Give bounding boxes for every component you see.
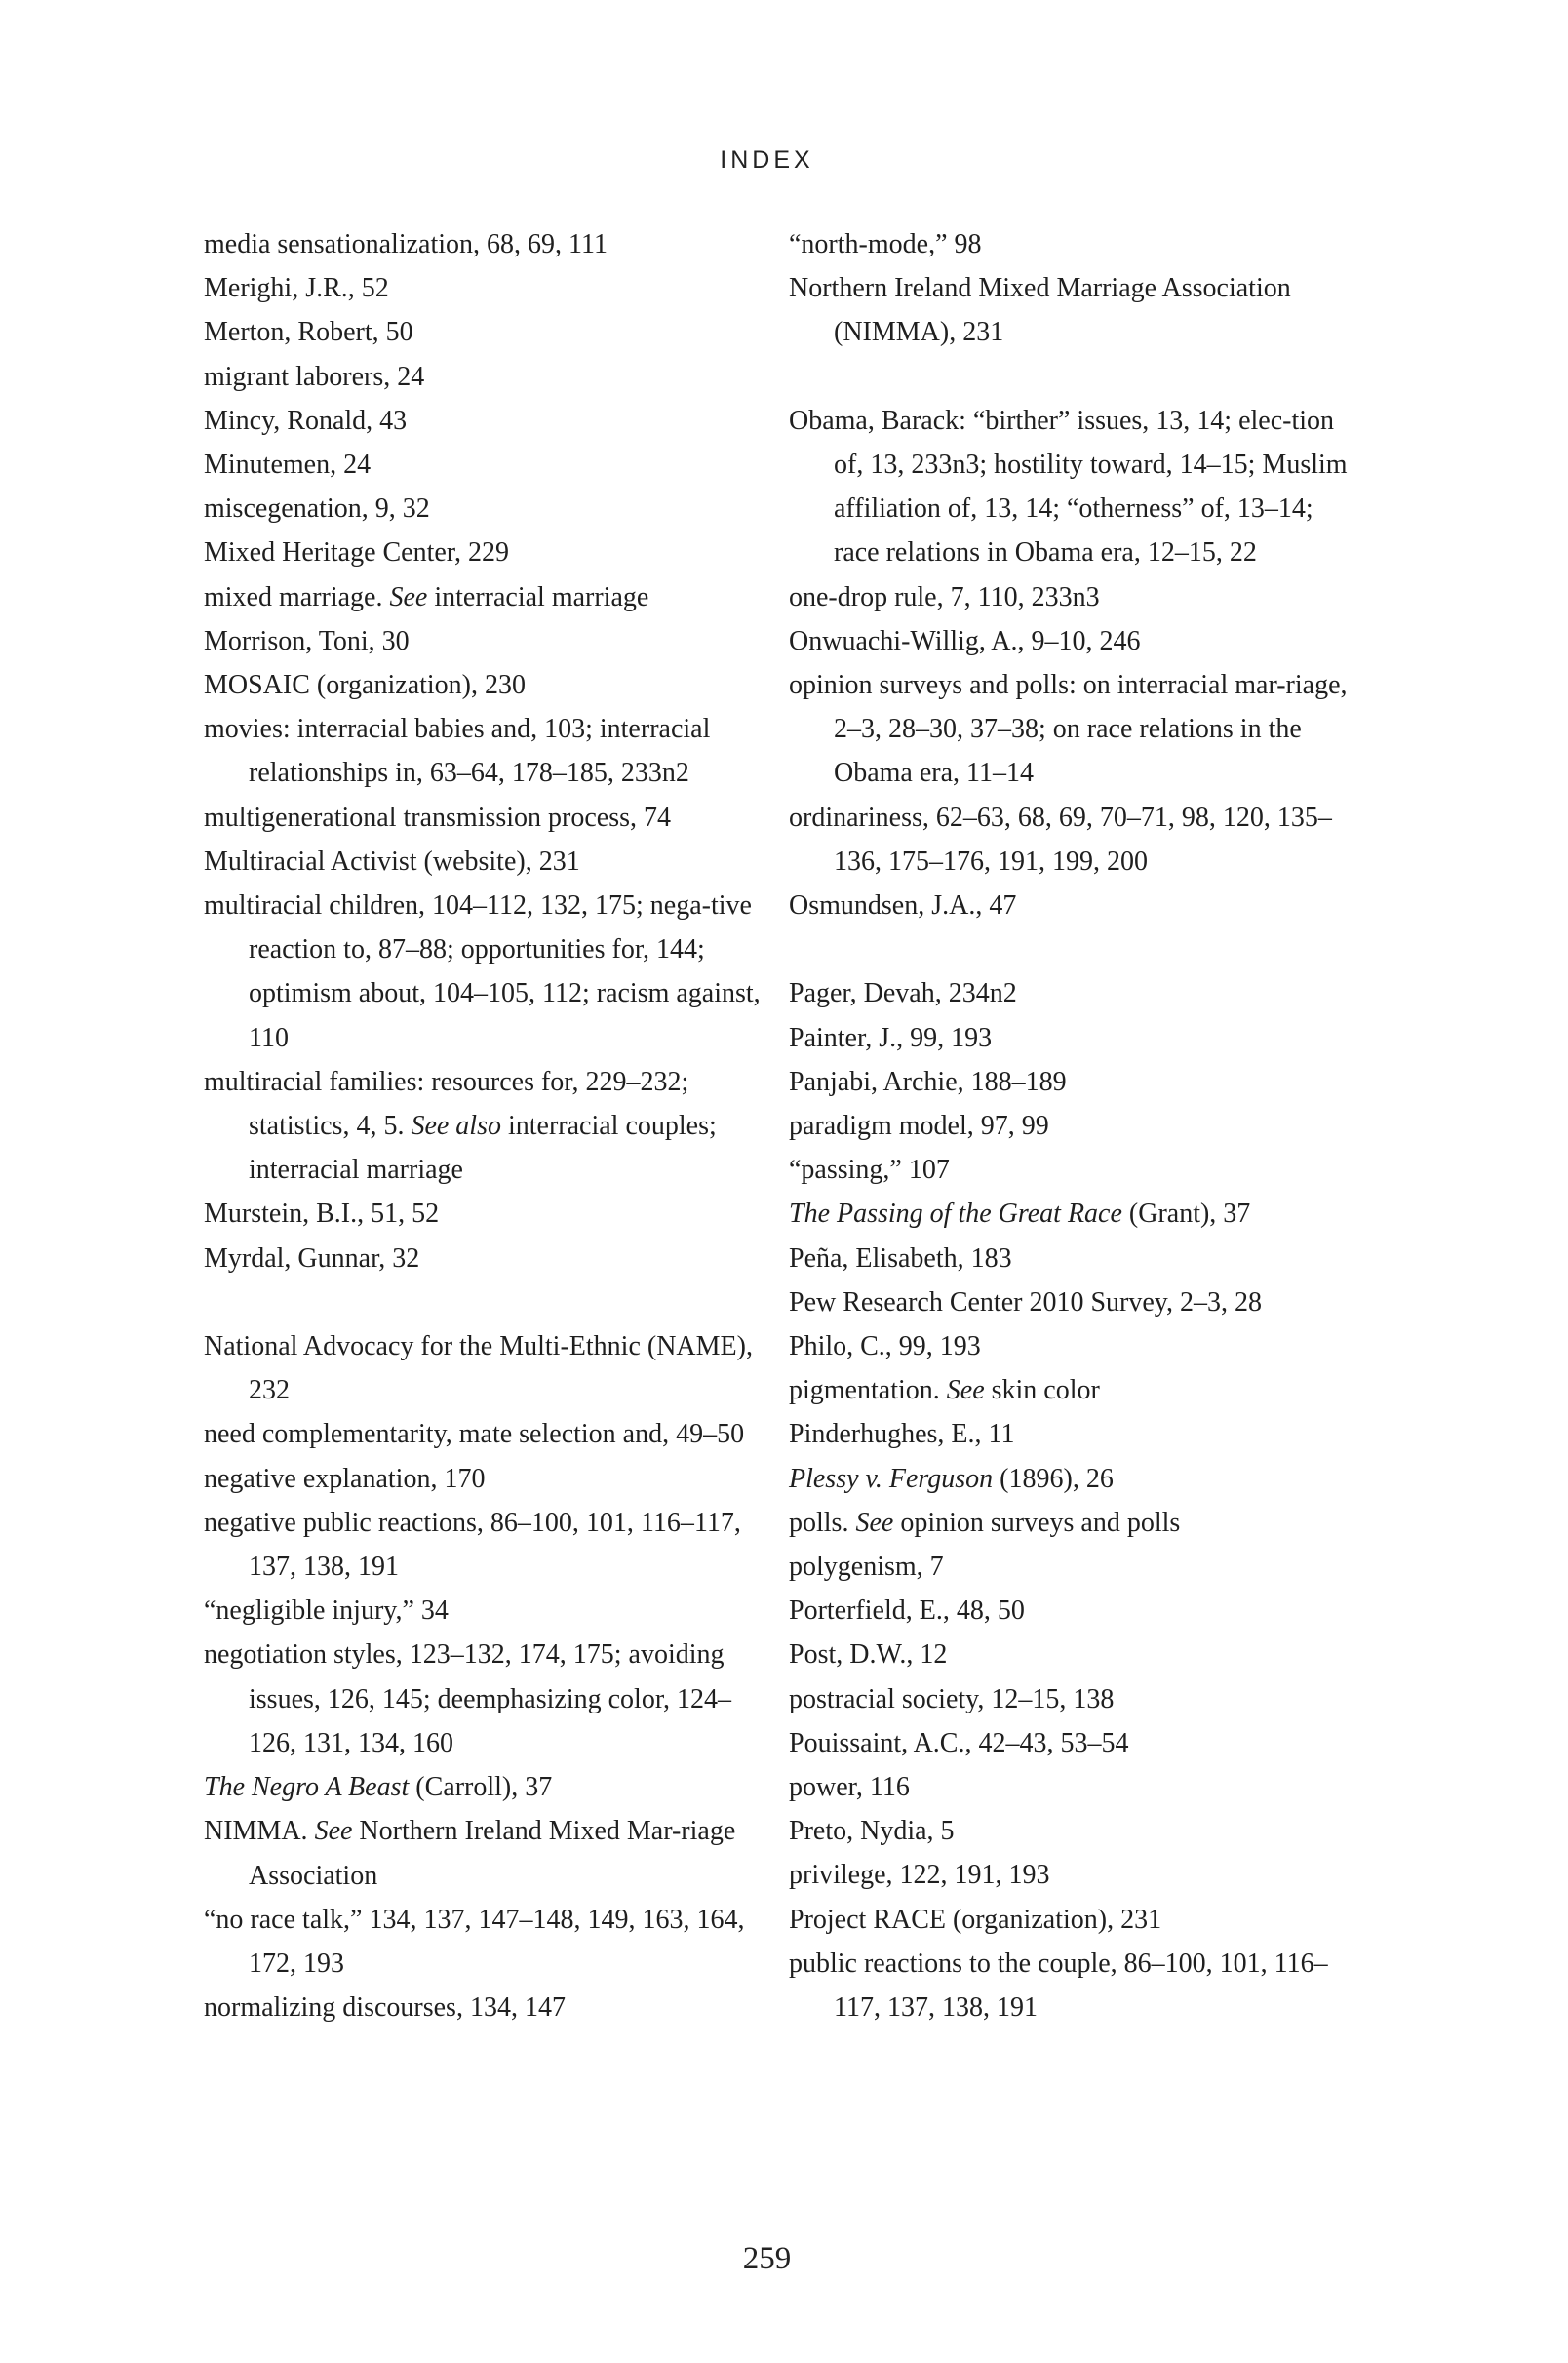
index-entry — [789, 1545, 1364, 1589]
index-entry — [204, 531, 779, 574]
index-entry-italic-text: The Negro A Beast — [204, 1772, 410, 1803]
index-entry — [204, 310, 779, 354]
index-entry-text: polls. — [789, 1507, 856, 1538]
index-entry-text: Project RACE (organization), 231 — [789, 1904, 1162, 1935]
index-entry — [789, 1368, 1364, 1412]
index-entry — [789, 1457, 1364, 1501]
index-entry-text: MOSAIC (organization), 230 — [204, 670, 526, 701]
index-entry — [789, 1104, 1364, 1148]
index-entry — [204, 1986, 779, 2029]
index-entry — [204, 884, 779, 1060]
section-spacer — [204, 1280, 779, 1324]
index-entry-text: Pinderhughes, E., 11 — [789, 1419, 1015, 1450]
running-head: INDEX — [720, 146, 814, 174]
index-entry — [789, 1324, 1364, 1368]
index-entry — [204, 1192, 779, 1236]
index-entry-text: Merighi, J.R., 52 — [204, 273, 389, 304]
index-entry-text: Peña, Elisabeth, 183 — [789, 1242, 1012, 1274]
index-entry-text: NIMMA. — [204, 1816, 315, 1847]
index-entry-italic-text: See — [389, 581, 428, 612]
index-entry — [204, 443, 779, 487]
index-entry-text: (Carroll), 37 — [409, 1772, 553, 1803]
section-spacer — [789, 355, 1364, 399]
index-entry — [789, 1237, 1364, 1280]
index-entry — [789, 663, 1364, 796]
index-entry — [789, 1942, 1364, 2029]
index-entry-text: negotiation styles, 123–132, 174, 175; avoiding issues, 126, 145; deemphasizing color, 124–126, 131, 134, 160 — [204, 1639, 732, 1758]
index-entry-text: Merton, Robert, 50 — [204, 317, 413, 348]
index-entry-italic-text: See — [946, 1375, 985, 1406]
index-entry-text: movies: interracial babies and, 103; interracial relationships in, 63–64, 178–185, 233n2 — [204, 714, 711, 789]
index-entry-text: interracial couples; interracial marriage — [249, 1111, 717, 1186]
section-spacer — [789, 927, 1364, 971]
index-entry-text: Preto, Nydia, 5 — [789, 1816, 955, 1847]
index-entry-text: paradigm model, 97, 99 — [789, 1111, 1049, 1142]
index-entry-text: pigmentation. — [789, 1375, 947, 1406]
index-entry-text: Philo, C., 99, 193 — [789, 1331, 981, 1362]
index-entry-text: Minutemen, 24 — [204, 450, 372, 481]
index-entry-text: negative public reactions, 86–100, 101, 116–117, 137, 138, 191 — [204, 1507, 741, 1583]
index-entry — [204, 222, 779, 266]
index-entry — [204, 1060, 779, 1193]
index-entry — [789, 619, 1364, 663]
index-entry — [789, 266, 1364, 354]
page-number: 259 — [742, 2241, 792, 2276]
index-entry — [789, 1589, 1364, 1633]
index-entry-text: Multiracial Activist (website), 231 — [204, 846, 580, 877]
index-entry — [204, 487, 779, 531]
index-entry-text: Murstein, B.I., 51, 52 — [204, 1199, 440, 1230]
index-entry-text: media sensationalization, 68, 69, 111 — [204, 229, 608, 259]
index-entry-text: Northern Ireland Mixed Mar-riage Association — [249, 1816, 736, 1891]
index-entry-text: postracial society, 12–15, 138 — [789, 1683, 1115, 1714]
index-entry-text: migrant laborers, 24 — [204, 361, 425, 392]
index-entry — [789, 399, 1364, 575]
index-entry-text: Pager, Devah, 234n2 — [789, 978, 1017, 1009]
index-entry — [789, 1280, 1364, 1324]
index-entry-italic-text: Plessy v. Ferguson — [789, 1463, 994, 1494]
index-entry — [204, 1633, 779, 1765]
index-entry — [789, 1898, 1364, 1942]
index-entry — [789, 1060, 1364, 1104]
index-entry-text: (1896), 26 — [993, 1463, 1114, 1494]
index-entry-text: polygenism, 7 — [789, 1552, 944, 1583]
index-entry-text: Painter, J., 99, 193 — [789, 1022, 993, 1053]
index-entry — [204, 1412, 779, 1456]
index-entry-text: Pew Research Center 2010 Survey, 2–3, 28 — [789, 1286, 1262, 1318]
index-entry — [204, 1457, 779, 1501]
index-entry-text: “passing,” 107 — [789, 1155, 950, 1186]
index-entry — [789, 1412, 1364, 1456]
index-entry — [204, 266, 779, 310]
index-entry-text: Mincy, Ronald, 43 — [204, 405, 408, 436]
index-entry-text: miscegenation, 9, 32 — [204, 493, 430, 525]
index-entry-text: opinion surveys and polls — [893, 1507, 1181, 1538]
index-entry-text: mixed marriage. — [204, 581, 390, 612]
index-entry-text: Morrison, Toni, 30 — [204, 625, 410, 656]
index-entry-text: National Advocacy for the Multi-Ethnic (NAME), 232 — [204, 1331, 753, 1406]
index-entry — [789, 1677, 1364, 1721]
index-entry — [204, 619, 779, 663]
index-entry-text: Panjabi, Archie, 188–189 — [789, 1066, 1067, 1097]
index-column-right — [789, 222, 1364, 2029]
index-entry-text: privilege, 122, 191, 193 — [789, 1860, 1050, 1891]
index-entry — [204, 1237, 779, 1280]
index-entry — [789, 1192, 1364, 1236]
index-entry — [789, 971, 1364, 1015]
index-entry — [204, 1501, 779, 1589]
index-entry-text: need complementarity, mate selection and, 49–50 — [204, 1419, 745, 1450]
index-entry-text: normalizing discourses, 134, 147 — [204, 1992, 566, 2024]
index-entry-text: interracial marriage — [427, 581, 649, 612]
index-entry-text: multigenerational transmission process, 74 — [204, 802, 672, 833]
index-entry-text: Mixed Heritage Center, 229 — [204, 537, 510, 569]
index-entry-text: “no race talk,” 134, 137, 147–148, 149, 163, 164, 172, 193 — [204, 1904, 745, 1979]
index-entry — [789, 575, 1364, 619]
index-entry — [789, 1633, 1364, 1676]
index-entry — [789, 884, 1364, 927]
index-entry — [789, 1853, 1364, 1897]
index-entry — [789, 1765, 1364, 1809]
index-entry-text: “north-mode,” 98 — [789, 229, 982, 259]
index-entry — [204, 575, 779, 619]
index-entry — [204, 663, 779, 707]
index-entry — [204, 1898, 779, 1986]
index-entry-text: ordinariness, 62–63, 68, 69, 70–71, 98, 120, 135–136, 175–176, 191, 199, 200 — [789, 802, 1332, 877]
index-entry-text: Onwuachi-Willig, A., 9–10, 246 — [789, 625, 1141, 656]
index-entry — [204, 796, 779, 840]
index-entry — [204, 1324, 779, 1412]
index-entry-text: Porterfield, E., 48, 50 — [789, 1595, 1025, 1627]
index-entry — [789, 222, 1364, 266]
index-entry-text: multiracial families: resources for, 229–232; statistics, 4, 5. — [204, 1066, 689, 1142]
index-entry-text: Myrdal, Gunnar, 32 — [204, 1242, 420, 1274]
index-entry-italic-text: See also — [411, 1111, 501, 1142]
index-entry — [789, 1148, 1364, 1192]
index-entry — [789, 1016, 1364, 1060]
index-entry-text: Northern Ireland Mixed Marriage Association (NIMMA), 231 — [789, 273, 1291, 348]
index-entry-text: “negligible injury,” 34 — [204, 1595, 449, 1627]
index-column-left — [204, 222, 779, 2029]
index-entry — [204, 707, 779, 795]
index-entry-text: one-drop rule, 7, 110, 233n3 — [789, 581, 1100, 612]
index-entry-text: opinion surveys and polls: on interracial mar-riage, 2–3, 28–30, 37–38; on race relations in the Obama era, 11–14 — [789, 670, 1348, 789]
index-entry-text: negative explanation, 170 — [204, 1463, 486, 1494]
index-entry-text: Post, D.W., 12 — [789, 1639, 948, 1671]
index-entry — [789, 796, 1364, 884]
index-entry-text: power, 116 — [789, 1772, 910, 1803]
index-entry-text: Pouissaint, A.C., 42–43, 53–54 — [789, 1727, 1129, 1758]
index-entry-text: (Grant), 37 — [1121, 1199, 1251, 1230]
index-entry — [789, 1809, 1364, 1853]
index-entry-text: public reactions to the couple, 86–100, 101, 116–117, 137, 138, 191 — [789, 1948, 1328, 2024]
index-entry — [204, 1765, 779, 1809]
index-entry — [204, 1589, 779, 1633]
index-entry-text: multiracial children, 104–112, 132, 175; nega-tive reaction to, 87–88; opportunities for, 144; optimism about, 104–105, 112; racism against, 110 — [204, 890, 761, 1053]
index-entry — [204, 355, 779, 399]
index-entry-italic-text: See — [855, 1507, 894, 1538]
index-entry-italic-text: The Passing of the Great Race — [789, 1199, 1122, 1230]
index-entry-text: Osmundsen, J.A., 47 — [789, 890, 1017, 922]
index-entry — [789, 1501, 1364, 1545]
index-entry — [204, 840, 779, 884]
index-entry — [789, 1721, 1364, 1765]
index-entry — [204, 399, 779, 443]
index-entry — [204, 1809, 779, 1897]
index-entry-text: skin color — [984, 1375, 1100, 1406]
index-entry-italic-text: See — [314, 1816, 353, 1847]
index-entry-text: Obama, Barack: “birther” issues, 13, 14; elec-tion of, 13, 233n3; hostility toward, 14–15; Muslim affiliation of, 13, 14; “otherness” of, 13–14; race relations in Obama era, 12–15, 22 — [789, 405, 1348, 569]
